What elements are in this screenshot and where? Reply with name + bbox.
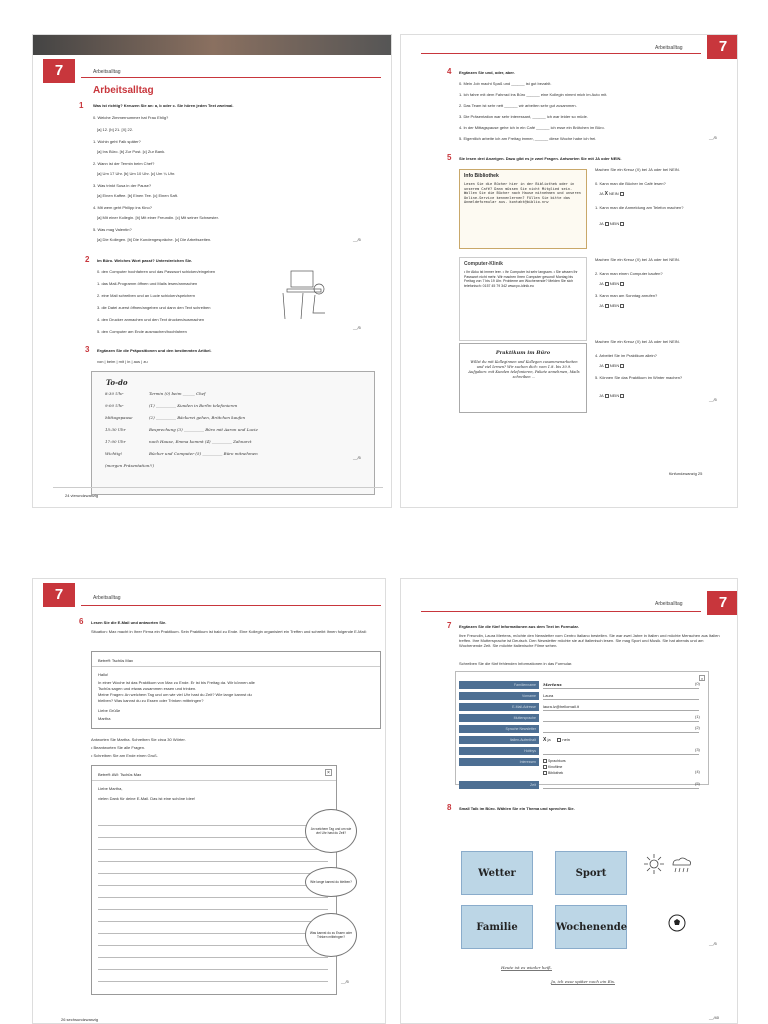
email-from-martha <box>91 651 381 729</box>
form-item-number: (5) <box>695 781 700 786</box>
ex5-instruction: Machen Sie ein Kreuz (X) bei JA oder bei NEIN. <box>595 167 680 172</box>
exercise-4-number: 4 <box>447 67 452 76</box>
hint-bubble: Wie lange kannst du bleiben? <box>305 867 357 897</box>
office-worker-illustration <box>277 263 329 323</box>
form-item-number: (1) <box>695 714 700 719</box>
soccer-ball-icon <box>667 913 687 933</box>
ex4-score: __/5 <box>709 135 717 140</box>
chapter-number: 7 <box>707 591 738 615</box>
todo-time: Mittagspause <box>105 415 133 420</box>
todo-title: To-do <box>106 378 128 387</box>
form-row[interactable]: E-Mail-Adresse laura.lz@hellomail.it <box>459 703 699 711</box>
ex4-line[interactable]: 3. Die Präsentation war sehr interessant, ______ ich war leider so müde. <box>459 114 588 119</box>
form-row[interactable]: Interessen Sprachkurs Kinofilme Bibliothek <box>459 758 699 780</box>
page-footer: 24 vierundzwanzig <box>65 493 99 498</box>
todo-time: 8:30 Uhr <box>105 391 124 396</box>
ex4-line[interactable]: 5. Eigentlich arbeite ich am Freitag immer, ______ diese Woche habe ich frei. <box>459 136 597 141</box>
page-26 <box>32 578 386 1024</box>
ad-bibliothek-text: Lesen Sie die Bücher hier in der Bibliothek oder in unserem Café? Dann müssen Sie nicht Mitglied sein. Wollen Sie die Bücher nach Hause mitnehmen und unseren Online-Service kennenlernen? Füllen Sie bitte das Anmeldeformular aus. kontakt@biblio.nrw <box>464 182 581 205</box>
photo-strip <box>33 35 392 55</box>
todo-note <box>91 371 375 495</box>
ex2-score: __/5 <box>353 325 361 330</box>
ex2-line[interactable]: 2. eine Mail schreiben und an Lucie schicken/speichern <box>97 293 196 298</box>
todo-text[interactable]: nach Hause, Emma kommt (4) __________ Zahnarzt <box>149 439 252 444</box>
page-27 <box>400 578 738 1024</box>
chapter-label: Arbeitsalltag <box>655 601 683 607</box>
todo-time: 9:00 Uhr <box>105 403 124 408</box>
ex5-question: 3. Kann man am Sonntag anrufen? <box>595 293 658 298</box>
exercise-1-title: Was ist richtig? Kreuzen Sie an: a, b oder c. Sie hören jeden Text zweimal. <box>93 103 234 108</box>
ex1-line[interactable]: [a] Die Kollegen. [b] Die Kundengespräche. [c] Die Arbeitszeiten. <box>97 237 212 242</box>
chapter-label: Arbeitsalltag <box>655 45 683 51</box>
exercise-8-number: 8 <box>447 803 452 812</box>
speech-line: Heute ist es wieder heiß. <box>501 965 552 970</box>
todo-time: Wichtig! <box>105 451 123 456</box>
ad-praktikum-title: Praktikum im Büro <box>495 350 551 356</box>
todo-time: 15:30 Uhr <box>105 427 126 432</box>
page-footer: fünfundzwanzig 25 <box>669 471 703 476</box>
ja-nein-choice[interactable]: JA NEIN <box>599 221 624 226</box>
ex6-task: • Schreiben Sie am Ende einen Gruß. <box>91 753 158 758</box>
ex2-line[interactable]: 1. das Mail-Programm öffnen und Mails lesen/anmachen <box>97 281 198 286</box>
ex1-line[interactable]: [a] Um 17 Uhr. [b] Um 10 Uhr. [c] Um ¼ Uhr. <box>97 171 176 176</box>
ad-computer-title: Computer-Klinik <box>464 261 503 267</box>
todo-text[interactable]: Termin (0) beim ______ Chef <box>149 391 206 396</box>
ex2-line[interactable]: 5. den Computer am Ende ausmachen/hochfahren <box>97 329 187 334</box>
ex5-question: 0. Kann man die Bücher im Café lesen? <box>595 181 666 186</box>
form-row[interactable]: Hobbys <box>459 747 699 755</box>
form-item-number: (2) <box>695 725 700 730</box>
email-line: In einer Woche ist das Praktikum von Max zu Ende. Er ist bis Freitag da. Wir können alle <box>98 680 255 685</box>
ad-bibliothek-title: Info Bibliothek <box>464 173 499 179</box>
exercise-1-number: 1 <box>79 101 84 110</box>
ex1-line[interactable]: [a] 12. [b] 21. [X] 22. <box>97 127 134 132</box>
hint-bubble: Was kannst du zu Essen oder Trinken mitbringen? <box>305 913 357 957</box>
exercise-6-number: 6 <box>79 617 84 626</box>
ex6-task: Antworten Sie Martha. Schreiben Sie circa 30 Wörter. <box>91 737 186 742</box>
speech-line: Ja, ich esse später noch ein Eis. <box>551 979 616 984</box>
ex5-question: 5. Können Sie das Praktikum im Winter machen? <box>595 375 683 380</box>
reply-line: vielen Dank für deine E-Mail. Das ist eine schöne Idee! <box>98 796 196 801</box>
ex1-line: 1. Wohin geht Falk später? <box>93 139 141 144</box>
chapter-label: Arbeitsalltag <box>93 69 121 75</box>
close-icon[interactable]: × <box>700 676 704 681</box>
ex1-line: 0. Welche Zimmernummer hat Frau Ehlig? <box>93 115 169 120</box>
chapter-label: Arbeitsalltag <box>93 595 121 601</box>
topic-card-wochenende[interactable]: Wochenende <box>555 905 627 949</box>
ex7-intro: Ihre Freundin, Laura Mertens, möchte den Newsletter vom Centro Italiano bestellen. Sie war zwei Jahre in Italien und möchte Menschen aus Italien treffen. Ihre Muttersprache ist Deutsch. Den Newsletter möchte sie auf Italienisch lesen. Sie mag Sport und Musik. Sie hat abends und am Wochenende Zeit. Sie möchte italienische Filme sehen. <box>459 633 720 648</box>
ex1-line: 3. Was trinkt Susa in der Pause? <box>93 183 152 188</box>
page-title: Arbeitsalltag <box>93 85 154 96</box>
ex6-intro: Situation: Max macht in Ihrer Firma ein Praktikum. Sein Praktikum ist bald zu Ende. Eine Kollegin organisiert ein Treffen und schreibt Ihnen folgende E-Mail: <box>91 629 367 634</box>
ad-bibliothek <box>459 169 587 249</box>
close-icon[interactable]: × <box>325 769 332 776</box>
ex1-score: __/5 <box>353 237 361 242</box>
sun-icon <box>643 853 665 875</box>
topic-card-wetter[interactable]: Wetter <box>461 851 533 895</box>
form-row[interactable]: Italien-Aufenthalt X ja nein <box>459 736 699 744</box>
todo-time: 17:00 Uhr <box>105 439 126 444</box>
chapter-number: 7 <box>43 583 75 607</box>
ad-computer-text: • Ihr Akku ist immer leer. • Ihr Computer ist sehr langsam. • Sie wissen Ihr Passwort nicht mehr. Wir machen Ihren Computer gesund! Montag bis Freitag von 7 bis 19 Uhr. Probleme am Wochenende? Melden Sie sich telefonisch: 0157 45 79 342 www.pc-klinik.eu <box>464 270 578 288</box>
rain-cloud-icon <box>669 855 693 875</box>
form-item-number: (3) <box>695 747 700 752</box>
ex4-line[interactable]: 1. Ich fahre mit dem Fahrrad ins Büro ______ eine Kollegin nimmt mich im Auto mit. <box>459 92 608 97</box>
todo-text[interactable]: Bücher und Computer (5) __________ Büro mitnehmen <box>149 451 258 456</box>
ja-nein-choice[interactable]: JA NEIN <box>599 363 624 368</box>
topic-card-familie[interactable]: Familie <box>461 905 533 949</box>
ex1-line: 5. Was mag Valentin? <box>93 227 132 232</box>
email-line: bleiben? Was kannst du zu Essen oder Trinken mitbringen? <box>98 698 204 703</box>
todo-text[interactable]: (1) __________ Kunden in Berlin telefonieren <box>149 403 238 408</box>
ja-nein-choice[interactable]: JA NEIN <box>599 303 624 308</box>
exercise-2-title: Im Büro. Welches Wort passt? Unterstreichen Sie. <box>97 258 193 263</box>
email-line: Martha <box>98 716 111 721</box>
ex5-question: 1. Kann man die Anmeldung am Telefon machen? <box>595 205 684 210</box>
ex8-score: __/5 <box>709 941 717 946</box>
page-24 <box>32 34 392 508</box>
total-score: __/40 <box>709 1015 720 1020</box>
writing-lines[interactable] <box>98 814 328 984</box>
todo-text: (morgen Präsentation!!) <box>105 463 155 468</box>
todo-text[interactable]: (2) __________ Bäckerei gehen, Brötchen kaufen <box>149 415 246 420</box>
form-row[interactable]: Muttersprache <box>459 714 699 722</box>
email-line: Tschüs sagen und etwas zusammen essen und trinken. <box>98 686 197 691</box>
ex5-score: __/5 <box>709 397 717 402</box>
exercise-7-title: Ergänzen Sie die fünf Informationen aus dem Text im Formular. <box>459 624 579 629</box>
ex3-word-list: von | beim | mit | in | aus | zu <box>97 359 148 364</box>
form-item-number: (4) <box>695 769 700 774</box>
form-row[interactable]: Zeit <box>459 781 699 789</box>
ja-nein-choice[interactable]: JA NEIN <box>599 393 624 398</box>
chapter-bar <box>81 77 381 78</box>
reply-email[interactable] <box>91 765 337 995</box>
ex4-line[interactable]: 4. In der Mittagspause gehe ich in ein Café ______ ich esse ein Brötchen im Büro. <box>459 125 605 130</box>
page-25 <box>400 34 738 508</box>
topic-card-sport[interactable]: Sport <box>555 851 627 895</box>
reply-line: Liebe Martha, <box>98 786 123 791</box>
ex5-question: 2. Kann man einen Computer kaufen? <box>595 271 663 276</box>
email-line: Liebe Grüße <box>98 708 121 713</box>
ex4-line[interactable]: 2. Das Team ist sehr nett ______ wir arbeiten sehr gut zusammen. <box>459 103 577 108</box>
ex7-subtitle: Schreiben Sie die fünf fehlenden Informationen in das Formular. <box>459 661 573 666</box>
ex1-line: 2. Wann ist der Termin beim Chef? <box>93 161 155 166</box>
ex1-line[interactable]: [a] Ins Büro. [b] Zur Post. [c] Zur Bank. <box>97 149 166 154</box>
ja-nein-choice[interactable]: JA X NEIN <box>599 191 624 197</box>
exercise-8-title: Small Talk im Büro. Wählen Sie ein Thema und sprechen Sie. <box>459 806 575 811</box>
ex1-line: 4. Mit wem geht Philipp ins Kino? <box>93 205 152 210</box>
ad-praktikum-text: Willst du mit Kolleginnen und Kollegen zusammenarbeiten und viel lernen? Wir suchen dich: vom 1.8. bis 30.9. Aufgaben: mit Kunden telefonieren, Pakete annehmen, Mails schreiben … <box>468 360 580 379</box>
exercise-5-title: Sie lesen drei Anzeigen. Dazu gibt es je zwei Fragen. Antworten Sie mit JA oder NEIN. <box>459 156 622 161</box>
todo-text[interactable]: Besprechung (3) __________ Büro mit Aaron und Lucie <box>149 427 258 432</box>
reply-subject: Betreff: AW: Tschüs Max <box>98 772 142 777</box>
ex2-line[interactable]: 4. den Drucker anmachen und den Text drucken/ausmachen <box>97 317 205 322</box>
email-line: Hallo! <box>98 672 109 677</box>
exercise-7-number: 7 <box>447 621 452 630</box>
ex2-line[interactable]: 0. den Computer hochfahren und das Passwort schicken/eingeben <box>97 269 216 274</box>
ex2-line[interactable]: 3. die Datei zuerst öffnen/angeben und dann den Text schreiben <box>97 305 211 310</box>
hint-bubble: An welchem Tag und um wie viel Uhr hast du Zeit? <box>305 809 357 853</box>
chapter-number: 7 <box>43 59 75 83</box>
ex5-instruction: Machen Sie ein Kreuz (X) bei JA oder bei NEIN. <box>595 257 680 262</box>
exercise-3-title: Ergänzen Sie die Präpositionen und den bestimmten Artikel. <box>97 348 212 353</box>
email-subject: Betreff: Tschüs Max <box>98 658 133 663</box>
form-row[interactable]: Sprache Newsletter <box>459 725 699 733</box>
ex6-task: • Beantworten Sie alle Fragen. <box>91 745 146 750</box>
exercise-5-number: 5 <box>447 153 452 162</box>
email-line: Meine Fragen: An welchem Tag und um wie viel Uhr hast du Zeit? Wie lange kannst du <box>98 692 252 697</box>
ex1-line[interactable]: [a] Einen Kaffee. [b] Einen Tee. [c] Einen Saft. <box>97 193 179 198</box>
ad-computer-klinik <box>459 257 587 341</box>
form-row[interactable]: Vorname Laura <box>459 692 699 700</box>
ex6-score: __/5 <box>341 979 349 984</box>
form-item-number: (0) <box>695 681 700 686</box>
exercise-2-number: 2 <box>85 255 90 264</box>
ad-praktikum <box>459 343 587 413</box>
ex4-line[interactable]: 0. Mein Job macht Spaß und ______ ist gut bezahlt. <box>459 81 552 86</box>
ex5-question: 4. Arbeitet Sie im Praktikum allein? <box>595 353 657 358</box>
page-footer: 26 sechsundzwanzig <box>61 1017 99 1022</box>
chapter-number: 7 <box>707 35 738 59</box>
exercise-3-number: 3 <box>85 345 90 354</box>
ex1-line[interactable]: [a] Mit einer Kollegin. [b] Mit einer Freundin. [c] Mit seiner Schwester. <box>97 215 219 220</box>
ex3-score: __/5 <box>353 455 361 460</box>
exercise-4-title: Ergänzen Sie und, oder, aber. <box>459 70 515 75</box>
form-row[interactable]: Familienname Mertens <box>459 681 699 689</box>
ex5-instruction: Machen Sie ein Kreuz (X) bei JA oder bei NEIN. <box>595 339 680 344</box>
exercise-6-title: Lesen Sie die E-Mail und antworten Sie. <box>91 620 167 625</box>
ja-nein-choice[interactable]: JA NEIN <box>599 281 624 286</box>
